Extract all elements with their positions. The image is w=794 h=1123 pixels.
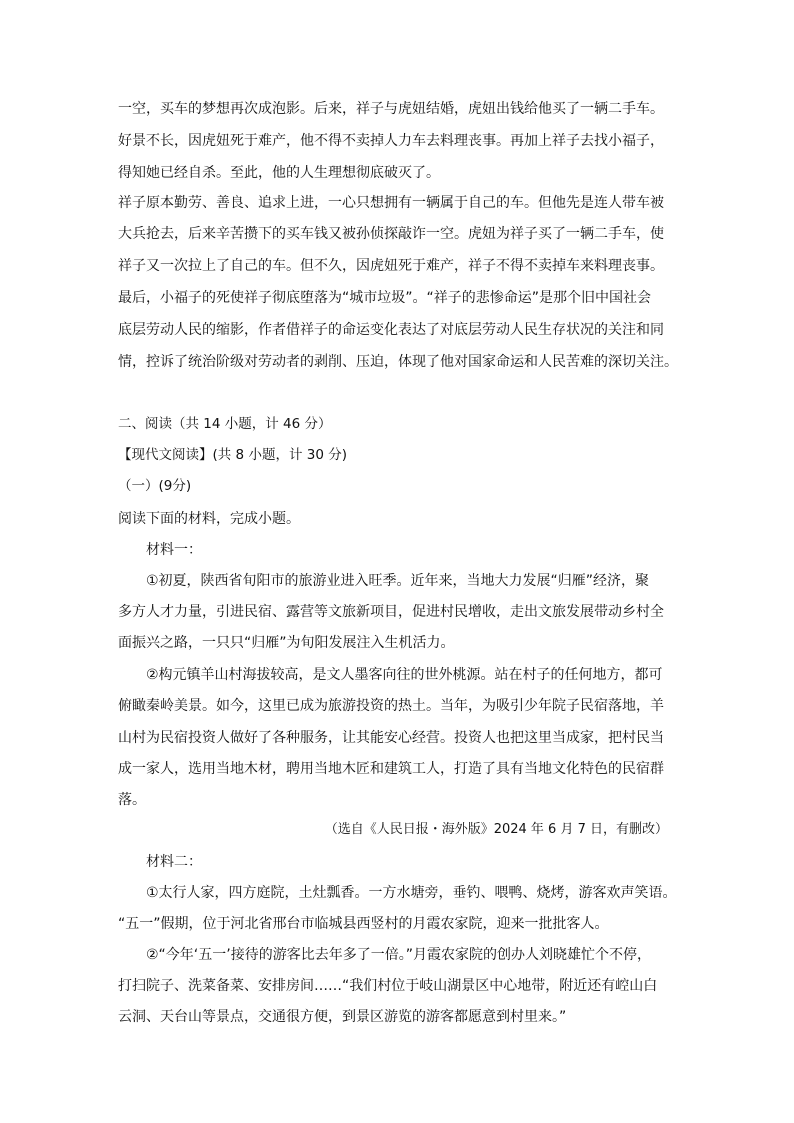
material-one-para2-line: 落。 <box>118 792 146 808</box>
part-heading: （一）(9分) <box>118 478 192 494</box>
material-one-para2-line: 成一家人，选用当地木材，聘用当地木匠和建筑工人，打造了具有当地文化特色的民宿群 <box>118 761 664 777</box>
material-two-para1-line: ①太行人家，四方庭院，土灶瓢香。一方水塘旁，垂钓、喂鸭、烧烤，游客欢声笑语。 <box>146 885 677 901</box>
material-one-para2-line: 山村为民宿投资人做好了各种服务，让其能安心经营。投资人也把这里当成家，把村民当 <box>118 730 664 746</box>
subsection-heading: 【现代文阅读】(共 8 小题，计 30 分) <box>118 447 347 463</box>
intro-line: 大兵抢去，后来辛苦攒下的买车钱又被孙侦探敲诈一空。虎妞为祥子买了一辆二手车，使 <box>118 226 664 242</box>
intro-line: 祥子又一次拉上了自己的车。但不久，因虎妞死于难产，祥子不得不卖掉车来料理丧事。 <box>118 258 664 274</box>
intro-line: 最后，小福子的死使祥子彻底堕落为“城市垃圾”。“祥子的悲惨命运”是那个旧中国社会 <box>118 290 652 306</box>
intro-line: 得知她已经自杀。至此，他的人生理想彻底破灭了。 <box>118 165 440 181</box>
material-two-para2-line: 打扫院子、洗菜备菜、安排房间……“我们村位于岐山湖景区中心地带，附近还有崆山白 <box>118 978 658 994</box>
material-one-para1-line: 面振兴之路，一只只“归雁”为旬阳发展注入生机活力。 <box>118 635 455 651</box>
intro-line: 情，控诉了统治阶级对劳动者的剥削、压迫，体现了他对国家命运和人民苦难的深切关注。 <box>118 354 678 370</box>
section-heading: 二、阅读（共 14 小题，计 46 分） <box>118 416 332 432</box>
instruction-text: 阅读下面的材料，完成小题。 <box>118 511 300 527</box>
intro-line: 一空，买车的梦想再次成泡影。后来，祥子与虎妞结婚，虎妞出钱给他买了一辆二手车。 <box>118 101 664 117</box>
intro-line: 好景不长，因虎妞死于难产，他不得不卖掉人力车去料理丧事。再加上祥子去找小福子， <box>118 133 664 149</box>
material-one-para1-line: 多方人才力量，引进民宿、露营等文旅新项目，促进村民增收，走出文旅发展带动乡村全 <box>118 604 664 620</box>
material-one-para2-line: ②构元镇羊山村海拔较高，是文人墨客向往的世外桃源。站在村子的任何地方，都可 <box>146 667 663 683</box>
material-one-source: （选自《人民日报・海外版》2024 年 6 月 7 日，有删改） <box>324 822 668 837</box>
material-one-title: 材料一： <box>146 542 202 558</box>
intro-line: 底层劳动人民的缩影，作者借祥子的命运变化表达了对底层劳动人民生存状况的关注和同 <box>118 322 664 338</box>
material-one-para1-line: ①初夏，陕西省旬阳市的旅游业进入旺季。近年来，当地大力发展“归雁”经济，聚 <box>146 573 650 589</box>
material-two-para1-line: “五一”假期，位于河北省邢台市临城县西竖村的月霞农家院，迎来一批批客人。 <box>118 916 609 932</box>
material-one-para2-line: 俯瞰秦岭美景。如今，这里已成为旅游投资的热土。当年，为吸引少年院子民宿落地，羊 <box>118 698 664 714</box>
material-two-title: 材料二： <box>146 854 202 870</box>
intro-line: 祥子原本勤劳、善良、追求上进，一心只想拥有一辆属于自己的车。但他先是连人带车被 <box>118 195 664 211</box>
material-two-para2-line: 云洞、天台山等景点，交通很方便，到景区游览的游客都愿意到村里来。” <box>118 1009 567 1025</box>
material-two-para2-line: ②“今年‘五一’接待的游客比去年多了一倍。”月霞农家院的创办人刘晓雄忙个不停， <box>146 947 651 963</box>
